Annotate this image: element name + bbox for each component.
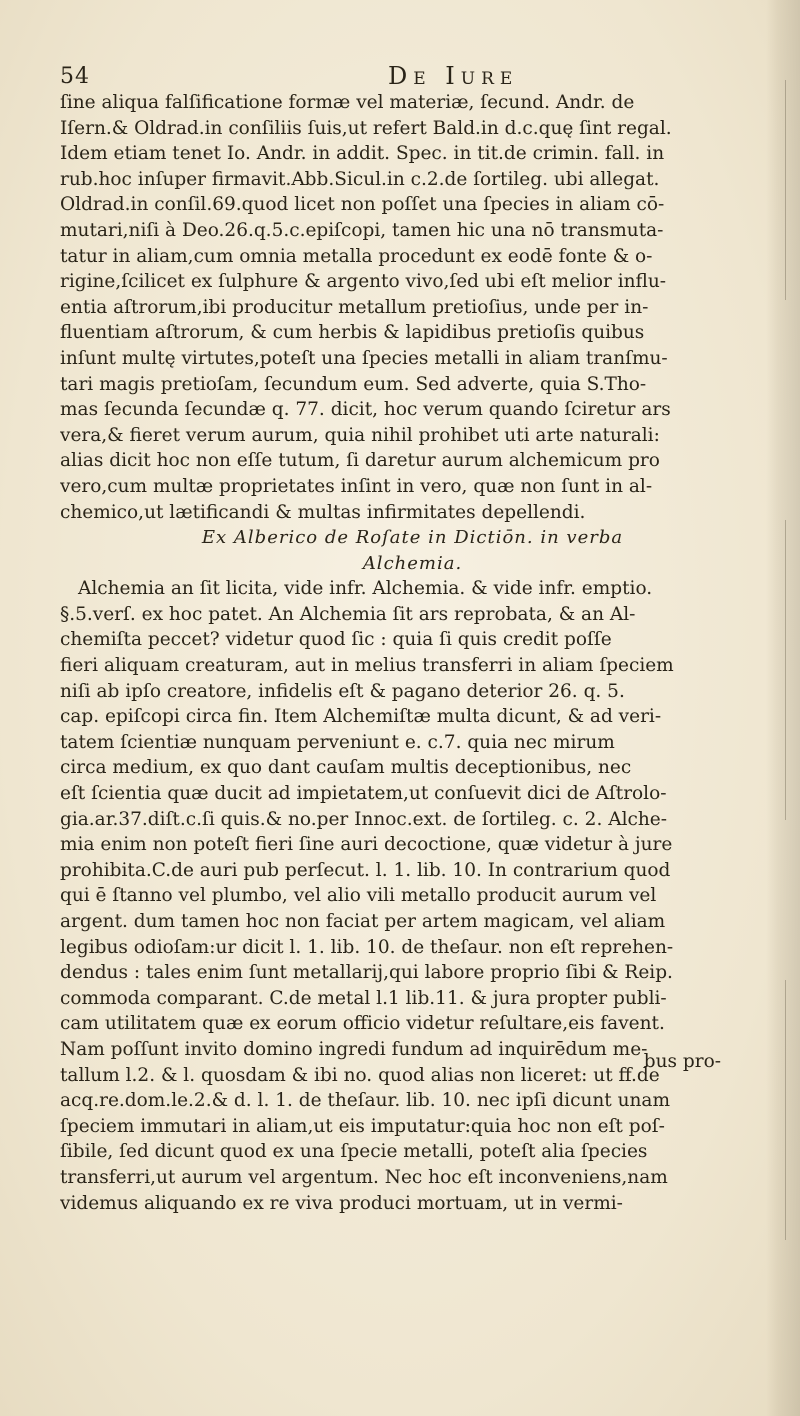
text-line: cam utilitatem quæ ex eorum officio videtur reſultare,eis favent.	[60, 1013, 665, 1035]
text-line: tatem ſcientiæ nunquam perveniunt e. c.7. quia nec mirum	[60, 731, 615, 753]
text-line: mia enim non poteſt fieri ſine auri decoctione, quæ videtur à jure	[60, 834, 673, 856]
text-line: Iſern.& Oldrad.in conſiliis ſuis,ut refert Bald.in d.c.quę ſint regal.	[60, 117, 672, 139]
page-footer	[60, 1051, 765, 1077]
text-line: chemico,ut lætificandi & multas infirmitates depellendi.	[60, 501, 586, 523]
text-line: tallum l.2. & l. quosdam & ibi no. quod alias non liceret: ut ff.de	[60, 1064, 660, 1086]
catchword: bus pro-	[643, 1051, 721, 1072]
text-line: cap. epiſcopi circa fin. Item Alchemiſtæ multa dicunt, & ad veri-	[60, 706, 662, 728]
body-text	[60, 90, 765, 1216]
text-line: rigine,ſcilicet ex ſulphure & argento vivo,ſed ubi eſt melior influ-	[60, 271, 667, 293]
text-line: acq.re.dom.le.2.& d. l. 1. de theſaur. lib. 10. nec ipſi dicunt unam	[60, 1090, 670, 1112]
text-line: entia aſtrorum,ibi producitur metallum pretioſius, unde per in-	[60, 296, 649, 318]
text-line: mas ſecunda ſecundæ q. 77. dicit, hoc verum quando ſciretur ars	[60, 399, 671, 421]
text-line: circa medium, ex quo dant cauſam multis deceptionibus, nec	[60, 757, 632, 779]
text-line: legibus odioſam:ur dicit l. 1. lib. 10. de theſaur. non eſt reprehen-	[60, 936, 674, 958]
text-line: chemiſta peccet? videtur quod ſic : quia ſi quis credit poſſe	[60, 629, 612, 651]
edge-crease	[785, 80, 786, 300]
text-line: rub.hoc inſuper firmavit.Abb.Sicul.in c.2.de ſortileg. ubi allegat.	[60, 168, 660, 190]
section-heading: Ex Alberico de Roſate in Dictiōn. in verba	[201, 527, 624, 549]
text-line: gia.ar.37.diſt.c.ſi quis.& no.per Innoc.ext. de ſortileg. c. 2. Alche-	[60, 808, 667, 830]
text-line: Nam poſſunt invito domino ingredi fundum ad inquirēdum me-	[60, 1038, 648, 1060]
text-line: alias dicit hoc non eſſe tutum, ſi daretur aurum alchemicum pro	[60, 450, 660, 472]
text-line: niſi ab ipſo creatore, infidelis eſt & pagano deterior 26. q. 5.	[60, 680, 625, 702]
text-line: mutari,niſi à Deo.26.q.5.c.epiſcopi, tamen hic una nō transmuta-	[60, 219, 664, 241]
text-line: Oldrad.in conſil.69.quod licet non poſſet una ſpecies in aliam cō-	[60, 194, 665, 216]
text-line: dendus : tales enim ſunt metallarij,qui labore proprio ſibi & Reip.	[60, 962, 673, 984]
text-line: tatur in aliam,cum omnia metalla procedunt ex eodē fonte & o-	[60, 245, 653, 267]
text-line: ſpeciem immutari in aliam,ut eis imputatur:quia hoc non eſt poſ-	[60, 1115, 665, 1137]
text-line: inſunt multę virtutes,poteſt una ſpecies metalli in aliam tranſmu-	[60, 347, 668, 369]
text-line: transferri,ut aurum vel argentum. Nec hoc eſt inconveniens,nam	[60, 1166, 668, 1188]
text-line: ſine aliqua falſificatione formæ vel materiæ, ſecund. Andr. de	[60, 92, 635, 113]
text-line: eſt ſcientia quæ ducit ad impietatem,ut conſuevit dici de Aſtrolo-	[60, 783, 667, 805]
text-line: argent. dum tamen hoc non faciat per artem magicam, vel aliam	[60, 911, 666, 932]
text-line: prohibita.C.de auri pub perſecut. l. 1. lib. 10. In contrarium quod	[60, 859, 671, 881]
edge-crease	[785, 520, 786, 820]
text-line: tari magis pretioſam, ſecundum eum. Sed adverte, quia S.Tho-	[60, 373, 647, 395]
page-edge-shadow	[766, 0, 800, 1416]
text-line: §.5.verſ. ex hoc patet. An Alchemia ſit ars reprobata, & an Al-	[60, 603, 636, 625]
text-line: videmus aliquando ex re viva produci mortuam, ut in vermi-	[60, 1192, 623, 1214]
running-title: De Iure	[388, 62, 519, 90]
text-line: vero,cum multæ proprietates inſint in vero, quæ non ſunt in al-	[60, 475, 653, 497]
edge-crease	[785, 980, 786, 1240]
page-number: 54	[60, 64, 90, 89]
text-line: commoda comparant. C.de metal l.1 lib.11. & jura propter publi-	[60, 987, 667, 1009]
text-line: fluentiam aſtrorum, & cum herbis & lapidibus pretioſis quibus	[60, 322, 645, 344]
text-line: ſibile, ſed dicunt quod ex una ſpecie metalli, poteſt alia ſpecies	[60, 1141, 648, 1163]
text-line: fieri aliquam creaturam, aut in melius transferri in aliam ſpeciem	[60, 655, 674, 677]
text-line: Idem etiam tenet Io. Andr. in addit. Spec. in tit.de crimin. fall. in	[60, 143, 665, 165]
text-line: qui ē ſtanno vel plumbo, vel alio vili metallo producit aurum vel	[60, 885, 657, 907]
text-line: Alchemia an ſit licita, vide infr. Alchemia. & vide infr. emptio.	[78, 578, 653, 600]
text-line: vera,& fieret verum aurum, quia nihil prohibet uti arte naturali:	[60, 424, 660, 446]
section-heading-continued: Alchemia.	[362, 552, 463, 574]
